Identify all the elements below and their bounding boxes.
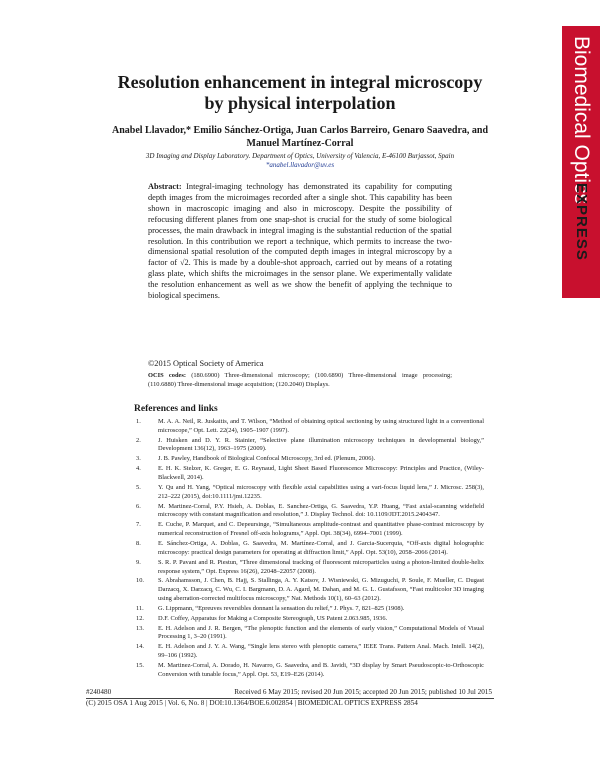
reference-item [136, 643, 484, 661]
reference-text: S. Abrahamsson, J. Chen, B. Hajj, S. Stallinga, A. Y. Katsov, J. Wisniewski, G. Mizuguchi, P. Soule, F. Mueller, C. Dugast Darzacq, X. Darzacq, C. Wu, C. I. Bargmann, D. A. Agard, M. Dahan, and M. G. L. Gustafsson, “Fast multicolor 3D imaging using aberration-corrected multifocus microscopy,” Nat. Methods 10(1), 60–63 (2012). [158, 577, 484, 602]
author-list [90, 124, 510, 150]
reference-text: G. Lippmann, “Epreuves reversibles donnant la sensation du relief,” J. Phys. 7, 821–825 (1908). [158, 604, 405, 612]
reference-item [136, 559, 484, 577]
reference-item [136, 625, 484, 643]
title-line-2: by physical interpolation [204, 93, 396, 113]
reference-item [136, 484, 484, 502]
reference-number: 8. [136, 540, 141, 548]
reference-item [136, 503, 484, 521]
reference-item [136, 605, 484, 614]
abstract [148, 182, 452, 302]
reference-item [136, 615, 484, 624]
manuscript-id: #240480 [86, 688, 112, 696]
reference-number: 13. [136, 624, 144, 632]
affiliation: 3D Imaging and Display Laboratory. Department of Optics, University of Valencia, E-46100 Burjassot, Spain [145, 152, 455, 160]
ocis-label: OCIS codes: [148, 372, 186, 379]
corresponding-email[interactable]: *anabel.llavador@uv.es [265, 161, 335, 169]
copyright-notice: ©2015 Optical Society of America [148, 359, 264, 368]
journal-express-label: EXPRESS [573, 183, 590, 261]
authors-line-1: Anabel Llavador,* Emilio Sánchez-Ortiga, Juan Carlos Barreiro, Genaro Saavedra, and [111, 125, 489, 136]
authors-line-2: Manuel Martínez-Corral [246, 138, 354, 149]
reference-text: S. R. P. Pavani and R. Piestun, “Three dimensional tracking of fluorescent microparticles using a photon-limited double-helix response system,” Opt. Express 16(26), 22048–22057 (2008). [158, 558, 484, 575]
reference-number: 5. [136, 483, 141, 491]
reference-item [136, 521, 484, 539]
reference-item [136, 662, 484, 680]
journal-name: Biomedical Optics [570, 36, 593, 205]
reference-text: Y. Qu and H. Yang, “Optical microscopy with flexible axial capabilities using a vari-focus liquid lens,” J. Microsc. 258(3), 212–222 (2015), doi:10.1111/jmi.12235. [158, 483, 484, 500]
ocis-codes [148, 372, 452, 390]
citation-footer: (C) 2015 OSA 1 Aug 2015 | Vol. 6, No. 8 | DOI:10.1364/BOE.6.002854 | BIOMEDICAL OPTICS EXPRESS 2854 [86, 699, 418, 707]
reference-number: 6. [136, 502, 141, 510]
reference-item [136, 418, 484, 436]
reference-number: 14. [136, 643, 144, 651]
reference-list [136, 418, 484, 681]
reference-number: 10. [136, 577, 144, 585]
reference-item [136, 540, 484, 558]
title-line-1: Resolution enhancement in integral microscopy [117, 72, 483, 92]
reference-text: E. Cuche, P. Marquet, and C. Depeursinge, “Simultaneous amplitude-contrast and quantitative phase-contrast microscopy by numerical reconstruction of Fresnel off-axis holograms,” Appl. Opt. 38(34), 6994–7001 (1999). [158, 521, 484, 538]
abstract-label: Abstract: [148, 182, 182, 191]
article-title [80, 72, 520, 114]
reference-text: E. Sánchez-Ortiga, A. Doblas, G. Saavedra, M. Martínez-Corral, and J. Garcia-Sucerquia, “Off-axis digital holographic microscopy: practical design parameters for operating at diffraction limit,” Appl. Opt. 53(10), 2058–2066 (2014). [158, 540, 484, 556]
reference-text: M. Martinez-Corral, P.Y. Hsieh, A. Doblas, E. Sanchez-Ortiga, G. Saavedra, Y.P. Huang, “Fast axial-scanning widefield microscopy with constant magnification and resolution,” J. Display Technol. doi: 10.1109/JDT.2015.2404347. [158, 502, 484, 519]
reference-text: J. Huisken and D. Y. R. Stainier, “Selective plane illumination microscopy techniques in developmental biology,” Development 136(12), 1963–1975 (2009). [158, 436, 484, 453]
reference-text: E. H. Adelson and J. R. Bergen, “The plenoptic function and the elements of early vision,” Computational Models of Visual Processing 1, 3–20 (1991). [158, 624, 484, 641]
reference-number: 3. [136, 455, 141, 463]
reference-text: D.F. Coffey, Apparatus for Making a Composite Stereograph, US Patent 2.063.985, 1936. [158, 614, 388, 622]
reference-number: 12. [136, 614, 144, 622]
reference-number: 7. [136, 521, 141, 529]
abstract-text: Integral-imaging technology has demonstrated its capability for computing depth images from the microimages recorded after a single shot. This capability has been shown in macroscopic imaging and also in microscopy. Despite the possibility of refocusing different planes from one snap-shot is crucial for the study of some biological processes, the main drawback in integral imaging is the substantial reduction of the spatial resolution. In this contribution we report a technique, which permits to increase the two-dimensional spatial resolution of the computed depth images in integral microscopy by a factor of √2. This is made by a double-shot approach, carried out by means of a rotating glass plate, which shifts the microimages in the sensor plane. We experimentally validate the resolution enhancement as well as we show the benefit of applying the technique to biological specimens. [148, 182, 452, 301]
reference-item [136, 437, 484, 455]
reference-text: M. Martinez-Corral, A. Dorado, H. Navarro, G. Saavedra, and B. Javidi, “3D display by Smart Pseudoscopic-to-Orthoscopic Conversion with tunable focus,” Appl. Opt. 53, E19–E26 (2014). [158, 662, 484, 678]
reference-text: E. H. K. Stelzer, K. Greger, E. G. Reynaud, Light Sheet Based Fluorescence Microscopy: Principles and Practice, (Wiley-Blackwell, 2014). [158, 465, 484, 482]
reference-item [136, 455, 484, 464]
reference-item [136, 465, 484, 483]
reference-number: 15. [136, 662, 144, 670]
publication-dates: Received 6 May 2015; revised 20 Jun 2015; accepted 20 Jun 2015; published 10 Jul 2015 [234, 688, 492, 696]
affiliation-block [90, 152, 510, 170]
ocis-text: (180.6900) Three-dimensional microscopy; (100.6890) Three-dimensional image processing; (110.6880) Three-dimensional image acquisition; (120.2040) Displays. [148, 372, 452, 388]
reference-text: M. A. A. Neil, R. Juskaitis, and T. Wilson, “Method of obtaining optical sectioning by using structured light in a conventional microscope,” Opt. Lett. 22(24), 1905–1907 (1997). [158, 418, 484, 434]
reference-number: 9. [136, 558, 141, 566]
references-heading: References and links [134, 404, 218, 414]
reference-text: J. B. Pawley, Handbook of Biological Confocal Microscopy, 3rd ed. (Plenum, 2006). [158, 455, 376, 463]
reference-number: 2. [136, 436, 141, 444]
reference-number: 4. [136, 465, 141, 473]
reference-number: 11. [136, 604, 144, 612]
reference-item [136, 577, 484, 603]
reference-text: E. H. Adelson and J. Y. A. Wang, “Single lens stereo with plenoptic camera,” IEEE Trans. Pattern Anal. Mach. Intell. 14(2), 99–106 (1992). [158, 643, 484, 660]
reference-number: 1. [136, 418, 141, 425]
